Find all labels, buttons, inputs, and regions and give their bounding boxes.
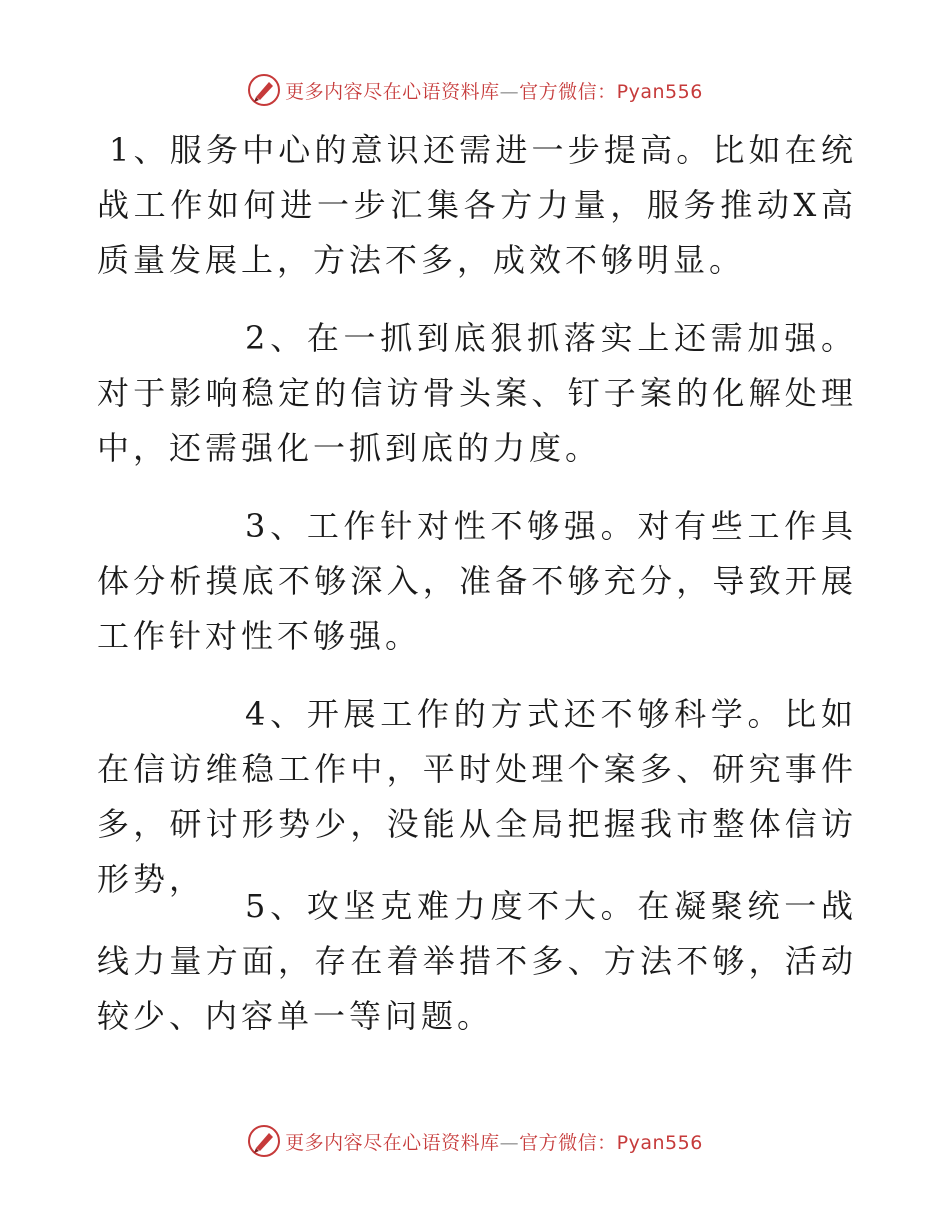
paragraph-1	[97, 123, 857, 288]
paragraph-4-text: 4、开展工作的方式还不够科学。比如在信访维稳工作中，平时处理个案多、研究事件多，研讨形势少，没能从全局把握我市整体信访形势，	[97, 695, 857, 898]
paragraph-3	[97, 499, 857, 664]
paragraph-3-text: 3、工作针对性不够强。对有些工作具体分析摸底不够深入，准备不够充分，导致开展工作针对性不够强。	[97, 507, 857, 655]
header-banner-dash: —	[499, 80, 520, 103]
footer-banner-text: 更多内容尽在心语资料库	[285, 1131, 500, 1154]
paragraph-5-text: 5、攻坚克难力度不大。在凝聚统一战线力量方面，存在着举措不多、方法不够，活动较少、内容单一等问题。	[97, 887, 857, 1035]
footer-banner-dash: —	[499, 1131, 520, 1154]
pen-logo-icon	[247, 1124, 281, 1158]
pen-logo-icon	[247, 73, 281, 107]
paragraph-2	[97, 311, 857, 476]
header-banner-text: 更多内容尽在心语资料库	[285, 80, 500, 103]
paragraph-4	[97, 687, 857, 907]
header-banner	[0, 70, 950, 110]
footer-banner-wechat: 官方微信：Pyan556	[519, 1131, 703, 1154]
paragraph-1-text: 1、服务中心的意识还需进一步提高。比如在统战工作如何进一步汇集各方力量，服务推动X高质量发展上，方法不多，成效不够明显。	[97, 131, 857, 279]
footer-banner	[0, 1121, 950, 1161]
header-banner-wechat: 官方微信：Pyan556	[519, 80, 703, 103]
paragraph-2-text: 2、在一抓到底狠抓落实上还需加强。对于影响稳定的信访骨头案、钉子案的化解处理中，还需强化一抓到底的力度。	[97, 319, 857, 467]
paragraph-5	[97, 879, 857, 1044]
